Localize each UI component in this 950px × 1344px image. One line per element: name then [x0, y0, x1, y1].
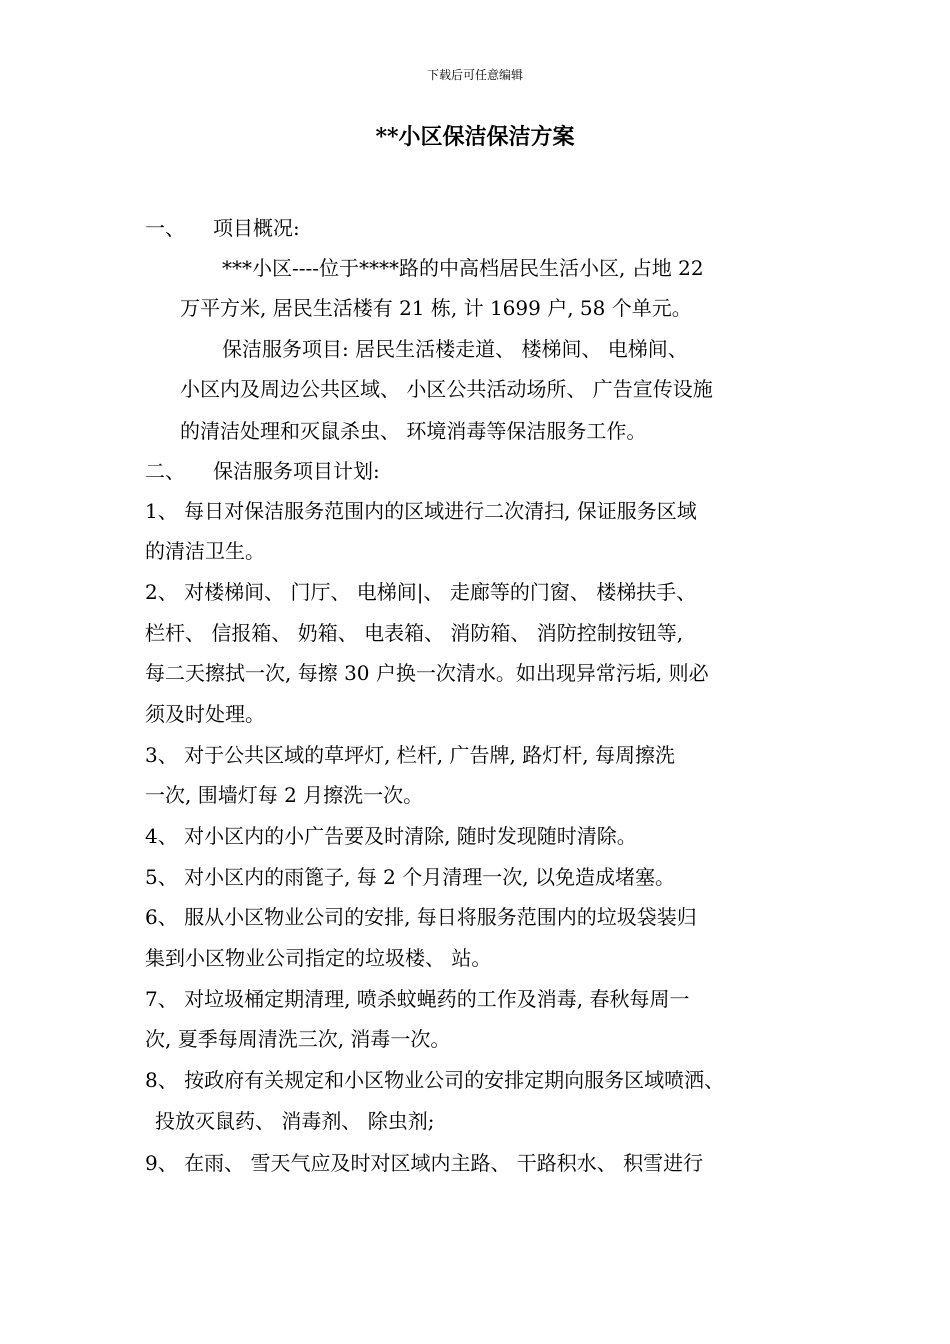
- paragraph-line: 次, 夏季每周清洗三次, 消毒一次。: [145, 1027, 451, 1051]
- paragraph-line: ***小区----位于****路的中高档居民生活小区, 占地 22: [222, 256, 704, 280]
- paragraph-line: 一次, 围墙灯每 2 月擦洗一次。: [145, 783, 424, 807]
- paragraph-line: 的清洁卫生。: [145, 539, 265, 563]
- paragraph-line: 栏杆、 信报箱、 奶箱、 电表箱、 消防箱、 消防控制按钮等,: [145, 621, 684, 645]
- paragraph-line: 7、 对垃圾桶定期清理, 喷杀蚊蝇药的工作及消毒, 春秋每周一: [145, 987, 690, 1011]
- page-header: 下载后可任意编辑: [426, 68, 523, 82]
- paragraph-line: 万平方米, 居民生活楼有 21 栋, 计 1699 户, 58 个单元。: [180, 296, 692, 320]
- paragraph-line: 6、 服从小区物业公司的安排, 每日将服务范围内的垃圾袋装归: [145, 905, 697, 929]
- paragraph-line: 小区内及周边公共区域、 小区公共活动场所、 广告宣传设施: [180, 377, 713, 401]
- paragraph-line: 9、 在雨、 雪天气应及时对区域内主路、 干路积水、 积雪进行: [145, 1151, 704, 1175]
- section-2-heading: 二、 保洁服务项目计划:: [145, 459, 380, 483]
- paragraph-line: 2、 对楼梯间、 门厅、 电梯间|、 走廊等的门窗、 楼梯扶手、: [145, 580, 697, 604]
- paragraph-line: 5、 对小区内的雨篦子, 每 2 个月清理一次, 以免造成堵塞。: [145, 865, 675, 889]
- paragraph-line: 4、 对小区内的小广告要及时清除, 随时发现随时清除。: [145, 824, 637, 848]
- paragraph-line: 保洁服务项目: 居民生活楼走道、 楼梯间、 电梯间、: [222, 337, 688, 361]
- paragraph-line: 须及时处理。: [145, 702, 265, 726]
- section-1-heading: 一、 项目概况:: [145, 216, 300, 240]
- paragraph-line: 的清洁处理和灭鼠杀虫、 环境消毒等保洁服务工作。: [180, 419, 647, 443]
- paragraph-line: 3、 对于公共区域的草坪灯, 栏杆, 广告牌, 路灯杆, 每周擦洗: [145, 743, 675, 767]
- paragraph-line: 集到小区物业公司指定的垃圾楼、 站。: [145, 946, 492, 970]
- paragraph-line: 8、 按政府有关规定和小区物业公司的安排定期向服务区域喷洒、: [145, 1068, 725, 1092]
- paragraph-line: 1、 每日对保洁服务范围内的区域进行二次清扫, 保证服务区域: [145, 499, 697, 523]
- paragraph-line: 每二天擦拭一次, 每擦 30 户换一次清水。如出现异常污垢, 则必: [145, 661, 709, 685]
- paragraph-line: 投放灭鼠药、 消毒剂、 除虫剂;: [155, 1109, 435, 1133]
- document-title: **小区保洁保洁方案: [375, 124, 575, 150]
